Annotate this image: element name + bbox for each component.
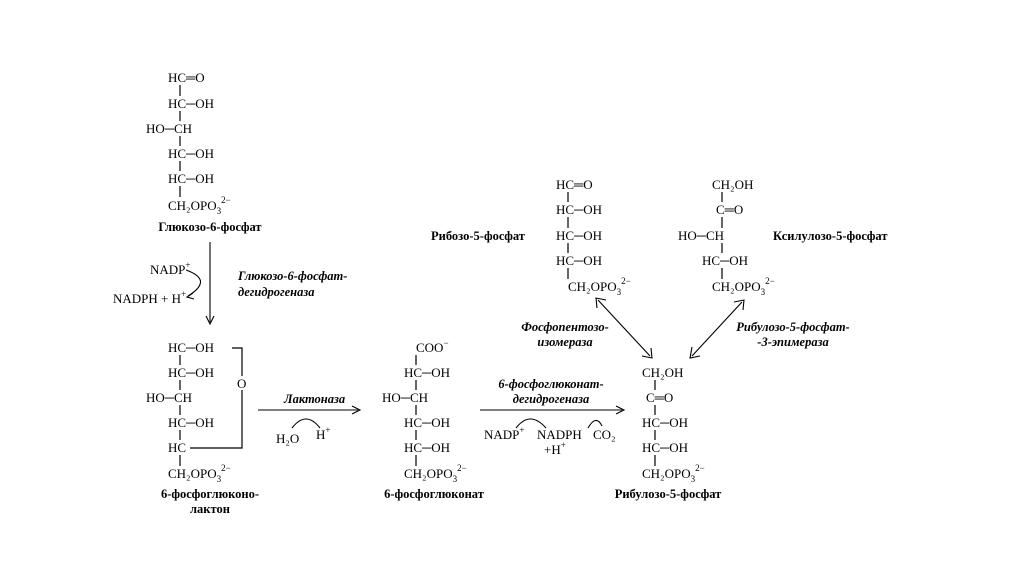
lactone-phosphate-sup: 2−: [221, 463, 231, 473]
lactone-phosphate: CH₂OPO: [168, 466, 217, 481]
step1-enzyme-line1: Глюкозо-6-фосфат-: [238, 269, 348, 283]
lactone-row-5: HC: [168, 440, 187, 455]
ribulose-row-5: [642, 463, 705, 484]
step1-nadp-label: NADP: [150, 262, 186, 277]
step2-enzyme: Лактоназа: [284, 392, 346, 406]
step3-enzyme-line2: дегидрогеназа: [512, 392, 590, 406]
lactone-name-line1: 6-фосфоглюконо-: [160, 487, 260, 501]
glucose6p-row-1: HC═O: [168, 70, 205, 85]
lactone-row-1: HC─OH: [168, 340, 215, 355]
step3-co2: CO₂: [593, 427, 616, 442]
step3-proton-label: +H: [544, 442, 561, 457]
step3-reaction: [480, 377, 624, 457]
gluconate-phosphate-sup: 2−: [457, 463, 467, 473]
glucose6p-row-5: HC─OH: [168, 171, 215, 186]
step1-nadph-label: NADPH + H: [113, 291, 182, 306]
glucose6p-phosphate-sup: 2−: [221, 195, 231, 205]
ring-bond-top: [232, 348, 242, 376]
step2-proton-sup: +: [325, 425, 331, 435]
xylulose-phosphate: CH₂OPO: [712, 279, 761, 294]
gluconate-phosphate-sub: 3: [452, 474, 458, 484]
epimerase-line1: Рибулозо-5-фосфат-: [736, 320, 850, 334]
epimerase-line2: -3-эпимераза: [757, 335, 829, 349]
ribulose-row-3: HC─OH: [642, 415, 689, 430]
gluconate-phosphate: CH₂OPO: [404, 466, 453, 481]
ribose-structure: [431, 177, 631, 297]
ribulose-phosphate-sup: 2−: [695, 463, 705, 473]
lactone-row-6: [168, 463, 231, 484]
step3-enzyme-line1: 6-фосфоглюконат-: [498, 377, 604, 391]
ribose-phosphate-sub: 3: [616, 287, 622, 297]
gluconate-name: 6-фосфоглюконат: [384, 487, 484, 501]
glucose6p-name: Глюкозо-6-фосфат: [158, 220, 262, 234]
epimerase-reaction: [690, 300, 850, 358]
step1-enzyme-line2: дегидрогеназа: [238, 285, 315, 299]
lactone-row-2: HC─OH: [168, 365, 215, 380]
step3-proton: [544, 440, 566, 457]
ribulose-row-1: CH₂OH: [642, 365, 684, 380]
ribose-row-5: [568, 276, 631, 297]
step1-nadp-sup: +: [185, 260, 191, 270]
ribose-row-4: HC─OH: [556, 253, 603, 268]
ribose-row-1: HC═O: [556, 177, 593, 192]
step2-water: H₂O: [276, 431, 300, 446]
gluconate-row-1: HC─OH: [404, 365, 451, 380]
gluconate-row-5: [404, 463, 467, 484]
step2-proton-label: H: [316, 427, 326, 442]
glucose6p-row-6: [168, 195, 231, 216]
lactone-ring-oxygen: O: [237, 376, 247, 391]
ribulose-row-2: C═O: [646, 390, 674, 405]
isomerase-line1: Фосфопентозо-: [521, 320, 609, 334]
epimerase-arrow: [692, 302, 742, 356]
step1-reaction: [113, 242, 347, 324]
ribose-row-3: HC─OH: [556, 228, 603, 243]
glucose6p-phosphate: CH₂OPO: [168, 198, 217, 213]
ribulose-structure: [615, 365, 722, 501]
ribulose-name: Рибулозо-5-фосфат: [614, 487, 722, 501]
xylulose-structure: [678, 177, 888, 297]
glucose6p-phosphate-sub: 3: [216, 206, 222, 216]
step1-curved-arrow: [186, 270, 201, 296]
xylulose-name: Ксилулозо-5-фосфат: [773, 229, 888, 243]
step1-nadph: [113, 289, 186, 306]
xylulose-row-4: HC─OH: [702, 253, 749, 268]
gluconate-row-3: HC─OH: [404, 415, 451, 430]
lactone-row-3: HO─CH: [146, 390, 193, 405]
gluconate-row-4: HC─OH: [404, 440, 451, 455]
isomerase-reaction: [521, 298, 652, 358]
isomerase-line2: изомераза: [537, 335, 593, 349]
step2-proton: [316, 425, 330, 442]
xylulose-row-1: CH₂OH: [712, 177, 754, 192]
ribose-name: Рибозо-5-фосфат: [431, 229, 525, 243]
step1-nadp: [150, 260, 190, 277]
glucose6p-row-2: HC─OH: [168, 96, 215, 111]
ribose-row-2: HC─OH: [556, 202, 603, 217]
step3-nadp-sup: +: [519, 425, 525, 435]
lactone-name-line2: лактон: [190, 502, 230, 516]
lactone-phosphate-sub: 3: [216, 474, 222, 484]
lactone-row-4: HC─OH: [168, 415, 215, 430]
step1-nadph-sup: +: [181, 289, 187, 299]
xylulose-row-5: [712, 276, 775, 297]
step3-nadph: NADPH: [537, 427, 582, 442]
lactone-structure: [146, 340, 259, 516]
xylulose-phosphate-sup: 2−: [765, 276, 775, 286]
xylulose-row-3: HO─CH: [678, 228, 725, 243]
ribulose-phosphate: CH₂OPO: [642, 466, 691, 481]
step3-nadp: [484, 425, 524, 442]
gluconate-top-label: COO: [416, 340, 444, 355]
step2-reaction: [258, 392, 360, 446]
glucose6p-row-4: HC─OH: [168, 146, 215, 161]
ribulose-row-4: HC─OH: [642, 440, 689, 455]
glucose6p-row-3: HO─CH: [146, 121, 193, 136]
ribulose-phosphate-sub: 3: [690, 474, 696, 484]
gluconate-top-sup: −: [443, 338, 449, 348]
gluconate-top: [416, 338, 449, 355]
gluconate-structure: [382, 338, 484, 501]
glucose6p-structure: [146, 70, 262, 234]
gluconate-row-2: HO─CH: [382, 390, 429, 405]
xylulose-phosphate-sub: 3: [760, 287, 766, 297]
step3-proton-sup: +: [560, 440, 566, 450]
step3-nadp-label: NADP: [484, 427, 520, 442]
xylulose-row-2: C═O: [716, 202, 744, 217]
ribose-phosphate: CH₂OPO: [568, 279, 617, 294]
ribose-phosphate-sup: 2−: [621, 276, 631, 286]
